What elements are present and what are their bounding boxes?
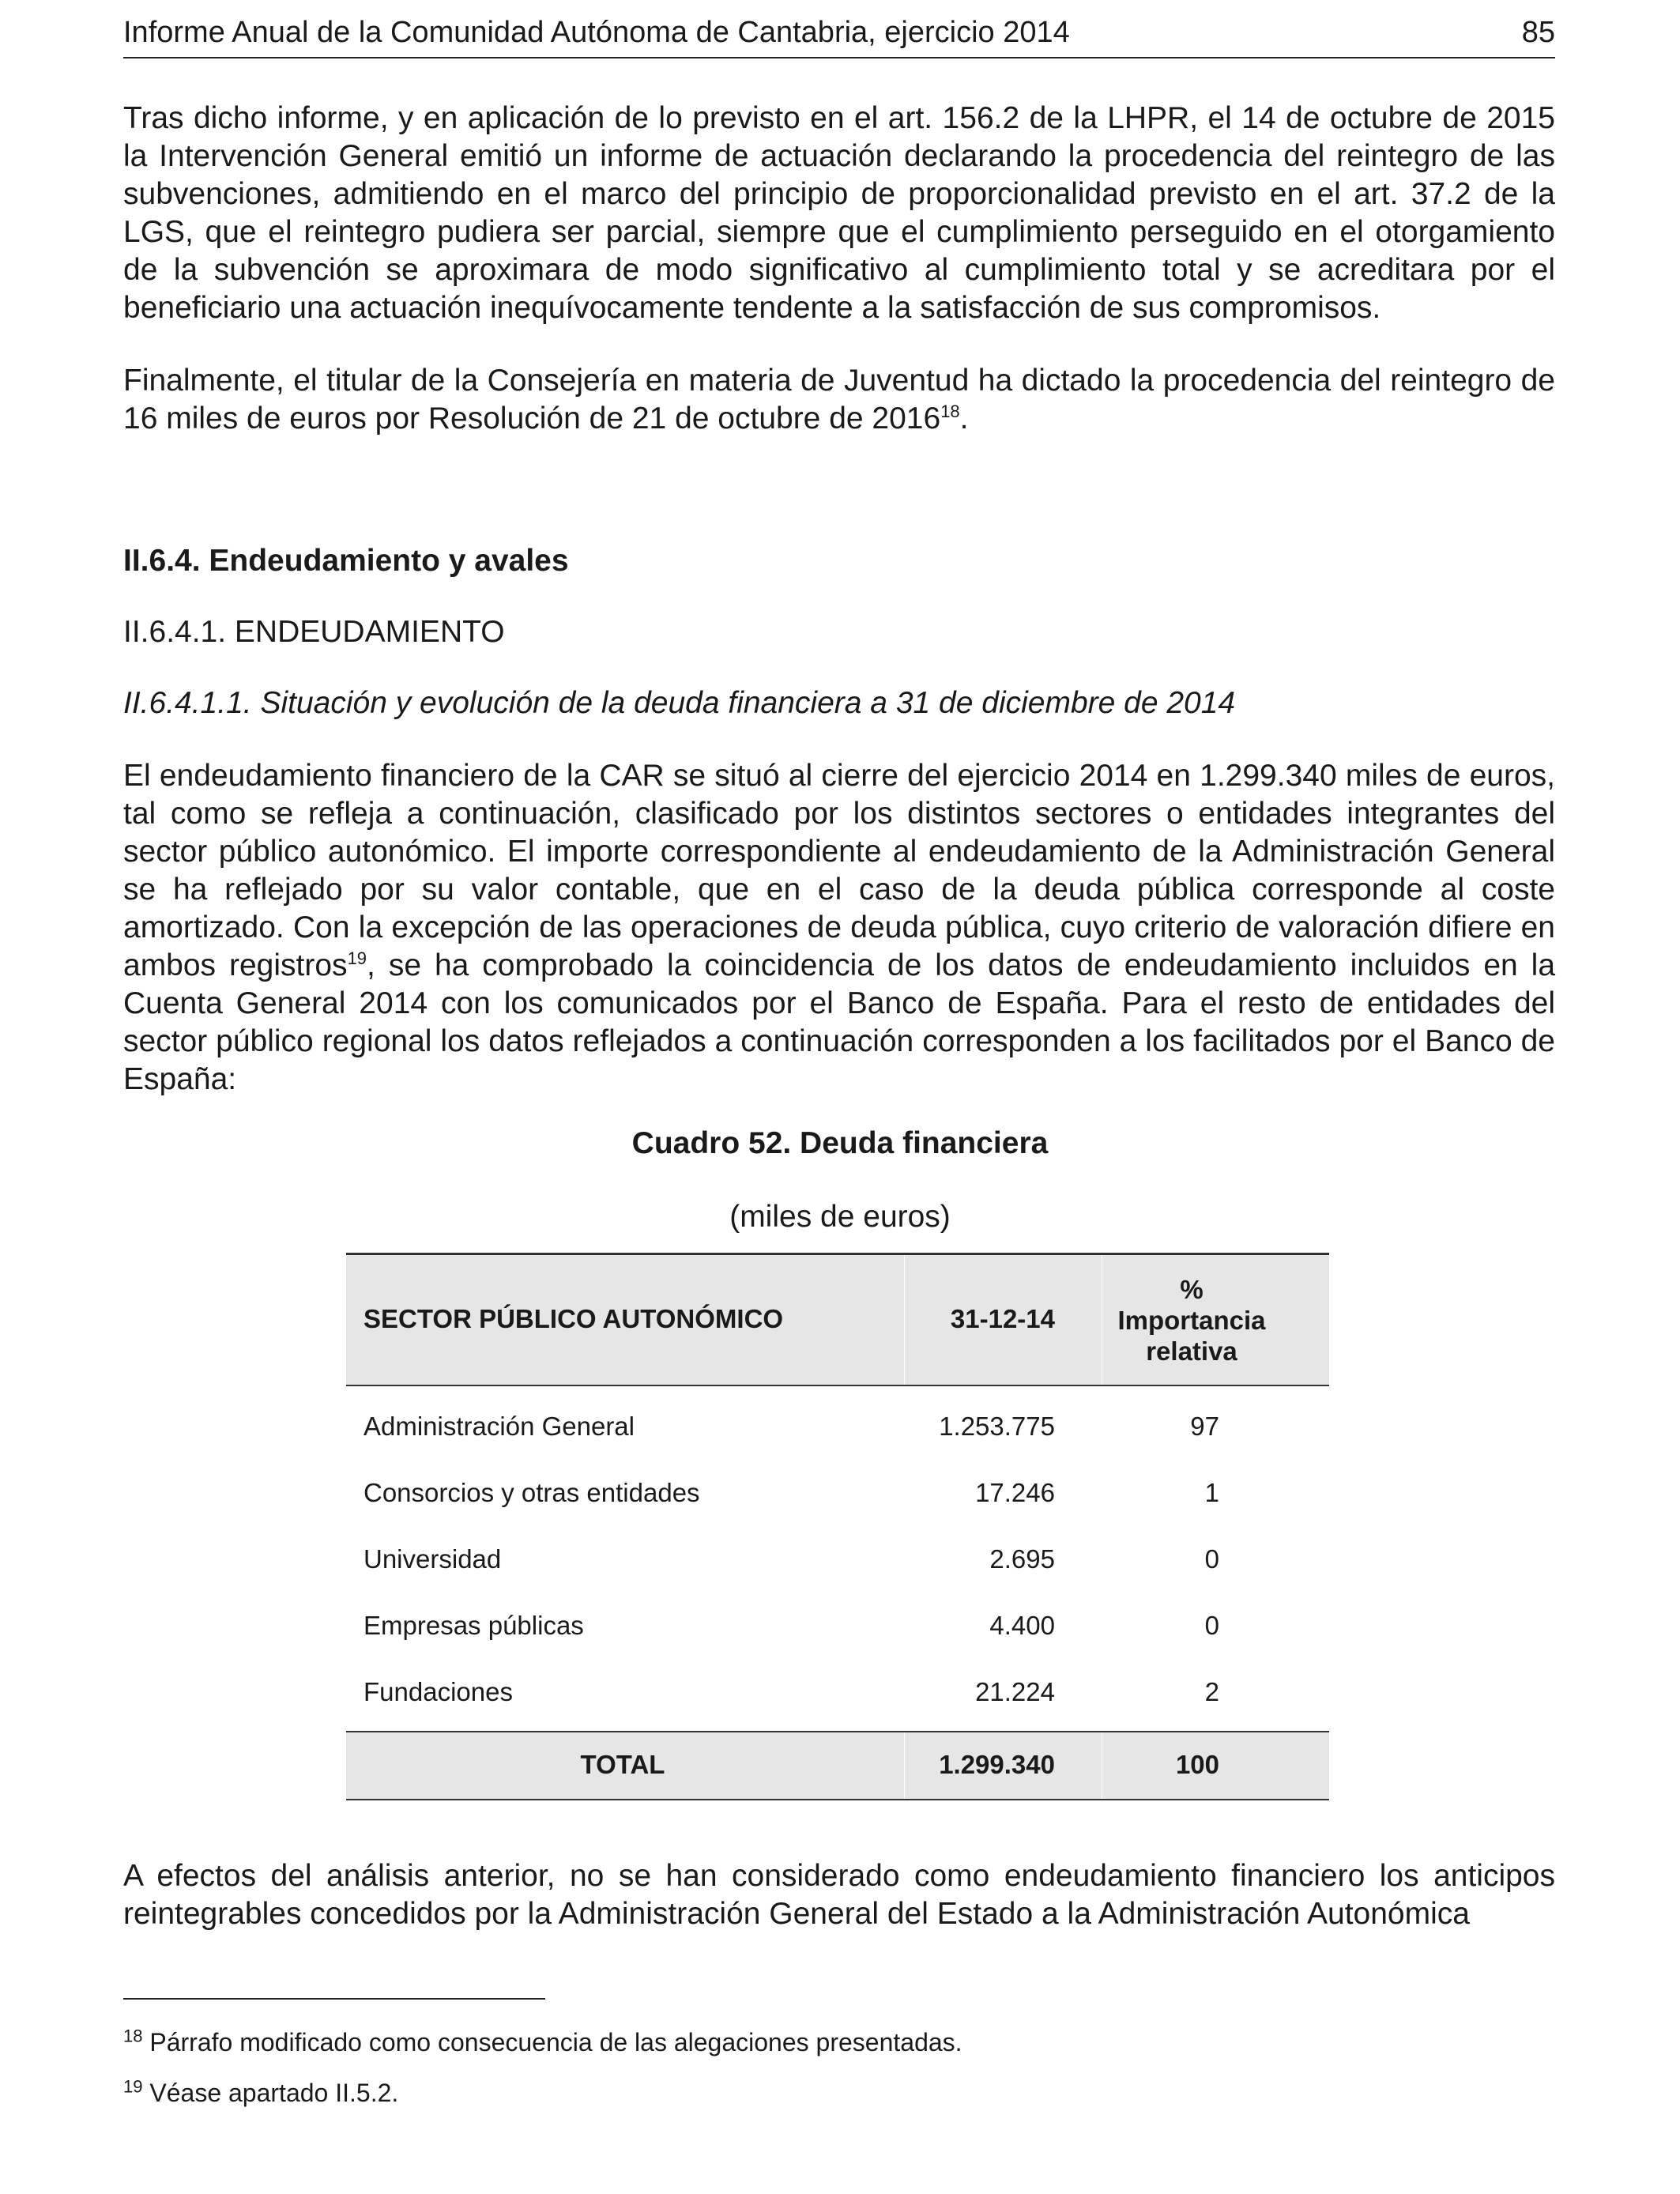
table-units: (miles de euros)	[729, 1200, 951, 1234]
total-amount: 1.299.340	[939, 1750, 1055, 1779]
debt-table	[346, 1253, 1329, 1800]
table-title: Cuadro 52. Deuda financiera	[631, 1126, 1049, 1160]
col-header-pct: %	[1180, 1275, 1203, 1304]
row-sector: Consorcios y otras entidades	[363, 1478, 700, 1507]
row-pct: 0	[1204, 1544, 1219, 1574]
footnote-18	[123, 2028, 962, 2057]
table-row	[346, 1393, 1329, 1459]
col-header-relativa: relativa	[1146, 1336, 1237, 1366]
row-amount: 1.253.775	[939, 1412, 1055, 1441]
row-pct: 97	[1190, 1412, 1219, 1441]
paragraph-reintegro	[123, 362, 1555, 438]
row-pct: 2	[1204, 1677, 1219, 1706]
footnote-ref-19: 19	[347, 948, 367, 968]
running-header	[123, 14, 1555, 58]
footnote-19	[123, 2076, 399, 2108]
table-total-row	[346, 1731, 1329, 1800]
col-header-importancia: Importancia	[1117, 1306, 1266, 1335]
row-sector: Fundaciones	[363, 1677, 513, 1706]
footnote-text: Véase apartado II.5.2.	[149, 2079, 399, 2107]
footnote-number: 19	[123, 2076, 143, 2097]
row-sector: Empresas públicas	[363, 1611, 584, 1640]
table-body	[346, 1386, 1329, 1731]
total-label: TOTAL	[580, 1750, 665, 1779]
paragraph-reintegro-end: .	[959, 401, 969, 435]
table-row	[346, 1658, 1329, 1725]
paragraph-endeudamiento	[123, 757, 1555, 1099]
table-row	[346, 1525, 1329, 1592]
paragraph-endeudamiento-part1: El endeudamiento financiero de la CAR se situó al cierre del ejercicio 2014 en 1.299.340 miles de euros, tal como se refleja a continuación, clasificado por los distintos sectores o entidades integrantes del sector público autonómico. El importe correspondiente al endeudamiento de la Administración General se ha reflejado por su valor contable, que en el caso de la deuda pública corresponde al coste amortizado. Con la excepción de las operaciones de deuda pública, cuyo criterio de valoración difiere en ambos registros	[123, 759, 1555, 982]
total-pct: 100	[1175, 1750, 1219, 1779]
paragraph-intervencion: Tras dicho informe, y en aplicación de lo previsto en el art. 156.2 de la LHPR, el 14 de octubre de 2015 la Intervención General emitió un informe de actuación declarando la procedencia del reintegro de las subvenciones, admitiendo en el marco del principio de proporcionalidad previsto en el art. 37.2 de la LGS, que el reintegro pudiera ser parcial, siempre que el cumplimiento perseguido en el otorgamiento de la subvención se aproximara de modo significativo al cumplimiento total y se acreditara por el beneficiario una actuación inequívocamente tendente a la satisfacción de sus compromisos.	[123, 101, 1555, 325]
col-header-importance	[1101, 1274, 1283, 1367]
row-pct: 1	[1204, 1478, 1219, 1507]
subsection-heading: II.6.4.1. ENDEUDAMIENTO	[123, 615, 505, 649]
report-title: Informe Anual de la Comunidad Autónoma de Cantabria, ejercicio 2014	[123, 16, 1070, 49]
page-number: 85	[1521, 16, 1555, 49]
row-amount: 4.400	[989, 1611, 1055, 1640]
footnote-text: Párrafo modificado como consecuencia de las alegaciones presentadas.	[149, 2028, 962, 2056]
col-header-sector: SECTOR PÚBLICO AUTONÓMICO	[363, 1304, 784, 1333]
row-sector: Administración General	[363, 1412, 635, 1441]
row-sector: Universidad	[363, 1544, 502, 1574]
row-amount: 2.695	[989, 1544, 1055, 1574]
footnote-number: 18	[123, 2026, 143, 2046]
row-amount: 21.224	[975, 1677, 1055, 1706]
footnote-ref-18: 18	[940, 401, 960, 421]
table-row	[346, 1592, 1329, 1658]
row-amount: 17.246	[975, 1478, 1055, 1507]
paragraph-reintegro-text: Finalmente, el titular de la Consejería en materia de Juventud ha dictado la procedencia del reintegro de 16 miles de euros por Resolución de 21 de octubre de 2016	[123, 364, 1555, 435]
table-header-row	[346, 1253, 1329, 1386]
section-heading: II.6.4. Endeudamiento y avales	[123, 544, 569, 578]
col-header-date: 31-12-14	[950, 1304, 1055, 1333]
row-pct: 0	[1204, 1611, 1219, 1640]
column-divider	[904, 1732, 905, 1799]
footnote-separator	[123, 1998, 545, 2000]
table-row	[346, 1459, 1329, 1525]
column-divider	[904, 1255, 905, 1385]
paragraph-anticipos: A efectos del análisis anterior, no se han considerado como endeudamiento financiero los anticipos reintegrables concedidos por la Administración General del Estado a la Administración Autonómica	[123, 1859, 1555, 1931]
subsubsection-heading: II.6.4.1.1. Situación y evolución de la deuda financiera a 31 de diciembre de 2014	[123, 686, 1236, 720]
paragraph-endeudamiento-part2: , se ha comprobado la coincidencia de los datos de endeudamiento incluidos en la Cuenta General 2014 con los comunicados por el Banco de España. Para el resto de entidades del sector público regional los datos reflejados a continuación corresponden a los facilitados por el Banco de España:	[123, 948, 1556, 1096]
